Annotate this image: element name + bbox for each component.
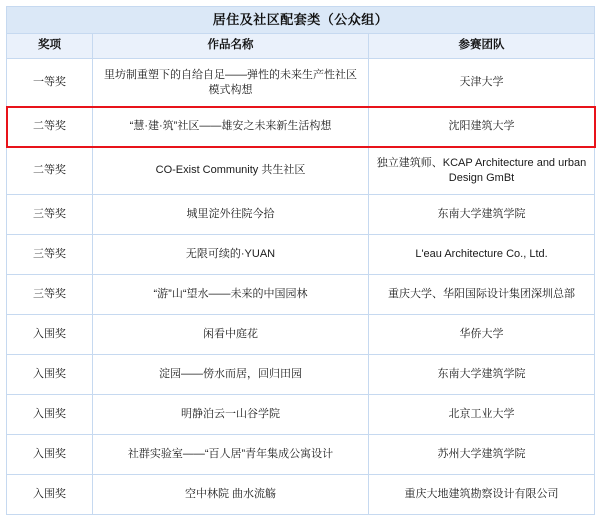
cell-work-name: 城里淀外往院今拾: [93, 195, 369, 235]
table-row: [7, 395, 595, 435]
cell-team: 沈阳建筑大学: [369, 107, 595, 147]
cell-team: 东南大学建筑学院: [369, 355, 595, 395]
cell-work-name: 无限可续的·YUAN: [93, 235, 369, 275]
cell-award: 入围奖: [7, 435, 93, 475]
cell-award: 入围奖: [7, 395, 93, 435]
table-row: [7, 355, 595, 395]
cell-team: 东南大学建筑学院: [369, 195, 595, 235]
cell-award: 入围奖: [7, 475, 93, 515]
column-header-award: 奖项: [7, 34, 93, 59]
cell-team: 北京工业大学: [369, 395, 595, 435]
cell-work-name: 空中林院 曲水流觞: [93, 475, 369, 515]
column-header-work: 作品名称: [93, 34, 369, 59]
cell-team: L'eau Architecture Co., Ltd.: [369, 235, 595, 275]
table-title: 居住及社区配套类（公众组）: [7, 7, 595, 34]
column-header-team: 参赛团队: [369, 34, 595, 59]
award-results-table: [6, 6, 595, 515]
cell-award: 二等奖: [7, 107, 93, 147]
table-row: [7, 147, 595, 195]
table-header: [7, 7, 595, 59]
table-row: [7, 435, 595, 475]
cell-award: 入围奖: [7, 355, 93, 395]
cell-award: 二等奖: [7, 147, 93, 195]
table-row: [7, 107, 595, 147]
table-column-header-row: [7, 34, 595, 59]
cell-work-name: 淀园——傍水而居，回归田园: [93, 355, 369, 395]
cell-team: 重庆大地建筑勘察设计有限公司: [369, 475, 595, 515]
cell-award: 三等奖: [7, 235, 93, 275]
cell-work-name: 里坊制重塑下的自给自足——弹性的未来生产性社区模式构想: [93, 59, 369, 107]
table-body: [7, 59, 595, 515]
cell-award: 三等奖: [7, 195, 93, 235]
cell-award: 三等奖: [7, 275, 93, 315]
cell-award: 一等奖: [7, 59, 93, 107]
cell-team: 独立建筑师、KCAP Architecture and urban Design GmBt: [369, 147, 595, 195]
cell-work-name: CO-Exist Community 共生社区: [93, 147, 369, 195]
table-row: [7, 475, 595, 515]
cell-work-name: “慧·建·筑”社区——雄安之未来新生活构想: [93, 107, 369, 147]
cell-team: 苏州大学建筑学院: [369, 435, 595, 475]
cell-work-name: 社群实验室——“百人居”青年集成公寓设计: [93, 435, 369, 475]
cell-work-name: “游”山“望水——未来的中国园林: [93, 275, 369, 315]
cell-team: 天津大学: [369, 59, 595, 107]
cell-work-name: 明静泊云一山谷学院: [93, 395, 369, 435]
cell-team: 重庆大学、华阳国际设计集团深圳总部: [369, 275, 595, 315]
table-row: [7, 235, 595, 275]
table-row: [7, 275, 595, 315]
table-row: [7, 315, 595, 355]
cell-award: 入围奖: [7, 315, 93, 355]
cell-work-name: 闲看中庭花: [93, 315, 369, 355]
table-row: [7, 195, 595, 235]
table-title-row: [7, 7, 595, 34]
table-row: [7, 59, 595, 107]
cell-team: 华侨大学: [369, 315, 595, 355]
